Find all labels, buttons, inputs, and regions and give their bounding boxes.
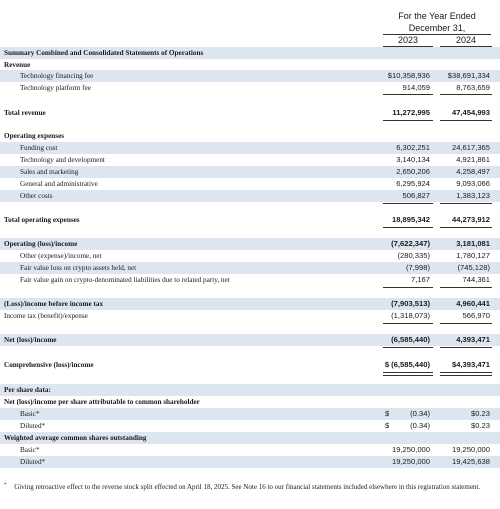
- value-2024: 9,093,066: [456, 179, 490, 188]
- table-row: [0, 408, 500, 420]
- statement-title-row: [0, 47, 500, 59]
- value-2024: 3,181,081: [456, 239, 490, 248]
- row-label: Sales and marketing: [20, 168, 79, 176]
- section-label: Per share data:: [4, 386, 51, 394]
- statement-title: Summary Combined and Consolidated Statements of Operations: [4, 49, 204, 57]
- row-label: (Loss)/income before income tax: [4, 300, 104, 308]
- table-row: [0, 190, 500, 202]
- value-2023: 18,895,342: [391, 215, 430, 224]
- year-2024-header: 2024: [455, 35, 477, 45]
- value-2024: 19,250,000: [451, 445, 490, 454]
- subtotal-rule-2023: [383, 323, 433, 324]
- value-2024: 1,780,127: [456, 251, 490, 260]
- row-label: General and administrative: [20, 180, 98, 188]
- value-2023: (7,622,347): [391, 239, 430, 248]
- value-2023: 6,302,251: [396, 143, 430, 152]
- total-rule-2024: [440, 227, 492, 228]
- period-line-1: For the Year Ended: [398, 11, 476, 21]
- value-2024: 19,425,638: [451, 457, 490, 466]
- row-label: Other (expense)/income, net: [20, 252, 102, 260]
- row-label: Income tax (benefit)/expense: [4, 312, 88, 320]
- table-row: [0, 456, 500, 468]
- dollar-sign: $: [385, 409, 390, 418]
- value-2023: 2,650,206: [396, 167, 430, 176]
- section-header-row: [0, 432, 500, 444]
- footnote: [4, 480, 494, 493]
- total-row: [0, 107, 500, 119]
- table-row: [0, 262, 500, 274]
- table-row: [0, 274, 500, 286]
- subtotal-rule-2023: [383, 287, 433, 288]
- subtotal-row: [0, 298, 500, 310]
- value-2024: $0.23: [470, 409, 490, 418]
- value-2023: 19,250,000: [391, 445, 430, 454]
- value-2024: 4,960,441: [456, 299, 490, 308]
- row-label: Comprehensive (loss)/income: [4, 361, 94, 369]
- row-label: Total operating expenses: [4, 216, 80, 224]
- table-row: [0, 444, 500, 456]
- row-label: Fair value gain on crypto-denominated liabilities due to related party, net: [20, 276, 230, 284]
- value-2023: $ (6,585,440): [384, 360, 430, 369]
- value-2024: $4,393,471: [451, 360, 490, 369]
- table-row: [0, 82, 500, 94]
- subtotal-rule-2024: [440, 94, 492, 95]
- row-label: Basic*: [20, 410, 40, 418]
- value-2024: 47,454,993: [451, 108, 490, 117]
- subtotal-rule-2024: [440, 323, 492, 324]
- row-label: Net (loss)/income: [4, 336, 57, 344]
- period-line-2: December 31,: [408, 23, 466, 33]
- table-row: [0, 154, 500, 166]
- value-2024: (745,128): [457, 263, 490, 272]
- total-rule-2023: [383, 227, 433, 228]
- dollar-sign: $: [385, 421, 390, 430]
- value-2023: 914,059: [402, 83, 430, 92]
- section-label: Operating expenses: [4, 132, 65, 140]
- total-rule-2023: [383, 120, 433, 121]
- value-2024: 1,383,123: [456, 191, 490, 200]
- comprehensive-income-row: [0, 359, 500, 371]
- value-2023: 7,167: [410, 275, 430, 284]
- subtotal-rule-2024: [440, 347, 492, 348]
- value-2023: 3,140,134: [396, 155, 430, 164]
- net-income-row: [0, 334, 500, 346]
- period-header: [380, 10, 494, 34]
- value-2023: (7,998): [405, 263, 430, 272]
- row-label: Diluted*: [20, 422, 46, 430]
- table-row: [0, 142, 500, 154]
- value-2023: 506,827: [402, 191, 430, 200]
- value-2024: 566,970: [462, 311, 490, 320]
- row-label: Technology financing fee: [20, 72, 94, 80]
- value-2024: 4,393,471: [456, 335, 490, 344]
- table-row: [0, 250, 500, 262]
- row-label: Funding cost: [20, 144, 58, 152]
- total-row: [0, 214, 500, 226]
- row-label: Total revenue: [4, 109, 46, 117]
- value-2023: (6,585,440): [391, 335, 430, 344]
- row-label: Basic*: [20, 446, 40, 454]
- table-row: [0, 70, 500, 82]
- year-2023-header: 2023: [397, 35, 419, 45]
- section-label: Weighted average common shares outstanding: [4, 434, 147, 442]
- value-2024: $38,691,334: [447, 71, 490, 80]
- value-2024: $0.23: [470, 421, 490, 430]
- footnote-text: Giving retroactive effect to the reverse stock split effected on April 18, 2025. See Note 16 to our financial statements included elsewhere in this registration statement.: [14, 483, 481, 492]
- subtotal-rule-2023: [383, 347, 433, 348]
- double-rule-2023: [383, 372, 433, 376]
- value-2024: 744,361: [462, 275, 490, 284]
- section-header-row: [0, 130, 500, 142]
- table-row: [0, 420, 500, 432]
- row-label: Technology and development: [20, 156, 105, 164]
- double-rule-2024: [440, 372, 492, 376]
- value-2024: 24,617,365: [451, 143, 490, 152]
- value-2023: 19,250,000: [391, 457, 430, 466]
- value-2023: (280,335): [397, 251, 430, 260]
- row-label: Operating (loss)/income: [4, 240, 78, 248]
- value-2024: 4,921,861: [456, 155, 490, 164]
- value-2023: (0.34): [410, 409, 430, 418]
- subtotal-rule-2024: [440, 287, 492, 288]
- value-2024: 44,273,912: [451, 215, 490, 224]
- table-row: [0, 166, 500, 178]
- subtotal-row: [0, 238, 500, 250]
- row-label: Technology platform fee: [20, 84, 91, 92]
- row-label: Other costs: [20, 192, 53, 200]
- table-row: [0, 178, 500, 190]
- section-label: Revenue: [4, 61, 31, 69]
- value-2023: (0.34): [410, 421, 430, 430]
- value-2024: 8,763,659: [456, 83, 490, 92]
- subtotal-rule-2023: [383, 203, 433, 204]
- section-header-row: [0, 384, 500, 396]
- total-rule-2024: [440, 120, 492, 121]
- value-2023: 11,272,995: [392, 108, 430, 117]
- section-header-row: [0, 396, 500, 408]
- row-label: Diluted*: [20, 458, 46, 466]
- footnote-marker: *: [4, 483, 7, 488]
- section-label: Net (loss)/income per share attributable to common shareholder: [4, 398, 200, 406]
- value-2024: 4,258,497: [456, 167, 490, 176]
- value-2023: (1,318,073): [391, 311, 430, 320]
- subtotal-rule-2024: [440, 203, 492, 204]
- subtotal-rule-2023: [383, 94, 433, 95]
- value-2023: 6,295,924: [396, 179, 430, 188]
- table-row: [0, 310, 500, 322]
- value-2023: $10,358,936: [387, 71, 430, 80]
- value-2023: (7,903,513): [391, 299, 430, 308]
- row-label: Fair value loss on crypto assets held, net: [20, 264, 137, 272]
